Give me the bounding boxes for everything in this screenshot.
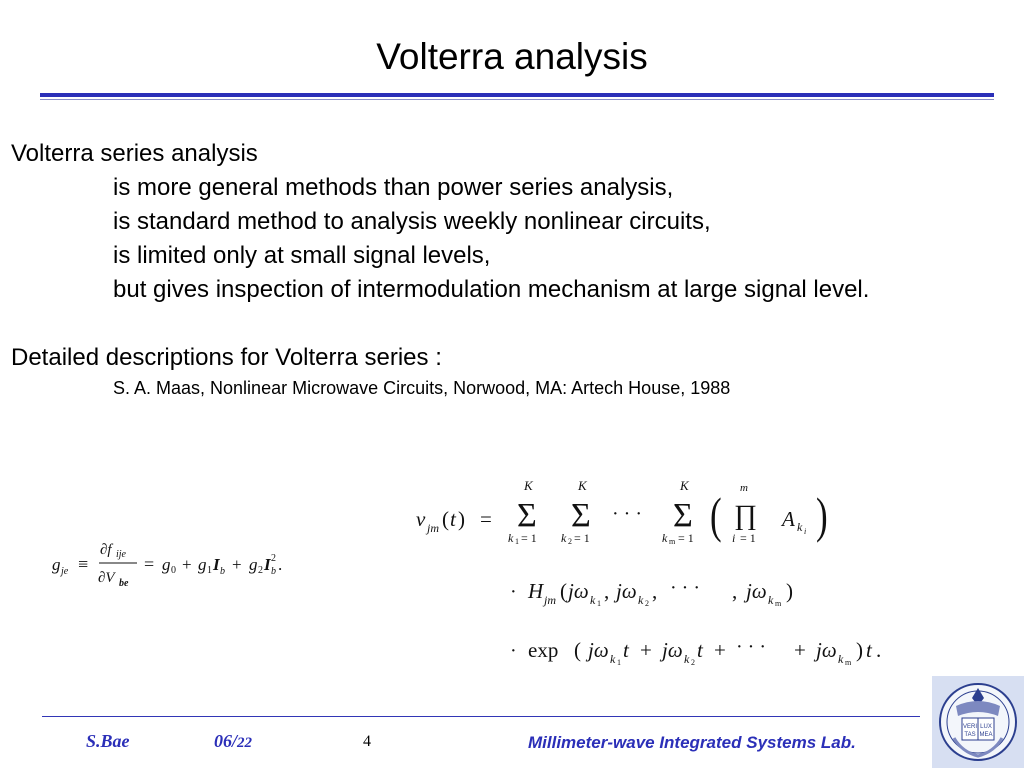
- svg-text:k: k: [797, 520, 803, 534]
- svg-text:∂f: ∂f: [100, 542, 112, 558]
- svg-text:=: =: [144, 554, 155, 574]
- svg-text:k: k: [590, 593, 596, 607]
- svg-text:m: m: [845, 658, 852, 667]
- svg-text:k: k: [768, 593, 774, 607]
- svg-text:· · ·: · · ·: [670, 577, 700, 599]
- footer-date: [214, 731, 252, 752]
- svg-text:+: +: [794, 638, 806, 662]
- svg-text:· · ·: · · ·: [736, 636, 766, 658]
- svg-text:A: A: [782, 507, 795, 531]
- svg-text:MEA: MEA: [979, 732, 993, 738]
- svg-text:jω: jω: [588, 638, 609, 662]
- equation-volterra-output: [414, 474, 914, 679]
- svg-text:m: m: [740, 482, 748, 494]
- svg-text:): ): [458, 507, 465, 531]
- svg-text:Σ: Σ: [673, 497, 693, 534]
- svg-text:g: g: [249, 555, 258, 574]
- svg-text:=: =: [480, 507, 492, 531]
- svg-text:1: 1: [597, 599, 601, 608]
- svg-text:k: k: [610, 652, 616, 666]
- svg-text:exp: exp: [528, 638, 559, 662]
- svg-text:k: k: [684, 652, 690, 666]
- svg-text:jm: jm: [427, 521, 439, 535]
- svg-text:1: 1: [207, 565, 212, 576]
- svg-text:(: (: [574, 638, 581, 662]
- svg-text:): ): [816, 489, 828, 544]
- svg-text:2: 2: [691, 658, 695, 667]
- svg-text:b: b: [220, 566, 225, 577]
- svg-text:,: ,: [652, 579, 658, 603]
- svg-text:k: k: [838, 652, 844, 666]
- svg-text:be: be: [119, 578, 129, 589]
- svg-text:H: H: [528, 579, 544, 603]
- svg-text:+: +: [232, 555, 242, 574]
- bullet-point-3: is limited only at small signal levels,: [113, 242, 491, 269]
- svg-text:jω: jω: [616, 579, 637, 603]
- svg-text:m: m: [669, 537, 676, 546]
- svg-text:2: 2: [568, 537, 572, 546]
- reference-citation: S. A. Maas, Nonlinear Microwave Circuits, Norwood, MA: Artech House, 1988: [113, 378, 731, 398]
- svg-text:jω: jω: [746, 579, 767, 603]
- svg-text:I: I: [264, 555, 271, 574]
- svg-text:k: k: [508, 531, 514, 545]
- svg-text:t: t: [623, 638, 629, 662]
- bullet-point-1: is more general methods than power series analysis,: [113, 174, 674, 201]
- svg-text:Σ: Σ: [517, 497, 537, 534]
- title-rule-thin: [40, 99, 994, 100]
- bullet-point-2: is standard method to analysis weekly nonlinear circuits,: [113, 208, 711, 235]
- svg-text:0: 0: [171, 565, 176, 576]
- svg-text:= 1: = 1: [521, 531, 537, 545]
- svg-text:+: +: [714, 638, 726, 662]
- title-rule-thick: [40, 93, 994, 97]
- svg-text:= 1: = 1: [678, 531, 694, 545]
- svg-text:= 1: = 1: [740, 531, 756, 545]
- svg-text:jm: jm: [544, 593, 556, 607]
- svg-text:je: je: [61, 566, 69, 577]
- svg-text:jω: jω: [568, 579, 589, 603]
- svg-text:2: 2: [258, 565, 263, 576]
- equation-gje: [52, 536, 302, 601]
- svg-text:g: g: [198, 555, 207, 574]
- svg-text:K: K: [578, 478, 587, 493]
- svg-text:I: I: [213, 555, 220, 574]
- section-heading-volterra: Volterra series analysis: [11, 140, 258, 167]
- svg-text:): ): [856, 638, 863, 662]
- svg-text:K: K: [680, 478, 689, 493]
- section-heading-descriptions: Detailed descriptions for Volterra series :: [11, 344, 442, 371]
- footer-author: S.Bae: [86, 731, 130, 751]
- svg-text:.: .: [876, 638, 882, 662]
- page-title: Volterra analysis: [376, 36, 648, 77]
- svg-text:t: t: [450, 507, 456, 531]
- svg-text:k: k: [561, 531, 567, 545]
- svg-text:(: (: [710, 489, 722, 544]
- svg-text:+: +: [182, 555, 192, 574]
- footer-rule: [42, 716, 920, 717]
- svg-text:· · ·: · · ·: [612, 503, 642, 525]
- svg-text:.: .: [278, 555, 283, 574]
- svg-text:i: i: [732, 531, 736, 545]
- svg-text:1: 1: [515, 537, 519, 546]
- svg-text:(: (: [560, 579, 567, 603]
- svg-text:b: b: [271, 566, 276, 577]
- svg-text:TAS: TAS: [964, 732, 976, 738]
- svg-text:i: i: [804, 527, 807, 536]
- page-number: 4: [363, 733, 371, 750]
- svg-text:v: v: [416, 507, 426, 531]
- svg-text:): ): [786, 579, 793, 603]
- svg-text:Σ: Σ: [571, 497, 591, 534]
- svg-text:,: ,: [732, 579, 738, 603]
- bullet-point-4: but gives inspection of intermodulation mechanism at large signal level.: [113, 276, 870, 303]
- svg-text:k: k: [662, 531, 668, 545]
- svg-text:g: g: [52, 555, 61, 574]
- svg-text:= 1: = 1: [574, 531, 590, 545]
- svg-text:k: k: [638, 593, 644, 607]
- svg-text:≡: ≡: [78, 554, 89, 574]
- svg-text:t: t: [866, 638, 872, 662]
- svg-text:m: m: [775, 599, 782, 608]
- university-seal-logo: [932, 676, 1024, 768]
- svg-text:ije: ije: [116, 549, 126, 560]
- svg-text:1: 1: [617, 658, 621, 667]
- footer-date-main: 06/: [214, 731, 238, 751]
- svg-text:·: ·: [510, 581, 517, 603]
- svg-text:∂V: ∂V: [98, 570, 115, 586]
- svg-text:·: ·: [510, 640, 517, 662]
- svg-text:,: ,: [604, 579, 610, 603]
- svg-text:2: 2: [645, 599, 649, 608]
- svg-text:g: g: [162, 555, 171, 574]
- svg-text:jω: jω: [662, 638, 683, 662]
- svg-text:2: 2: [271, 553, 276, 564]
- svg-text:+: +: [640, 638, 652, 662]
- svg-text:K: K: [524, 478, 533, 493]
- svg-text:jω: jω: [816, 638, 837, 662]
- svg-text:VERI: VERI: [962, 724, 978, 730]
- svg-text:t: t: [697, 638, 703, 662]
- svg-text:(: (: [442, 507, 449, 531]
- footer-lab-name: Millimeter-wave Integrated Systems Lab.: [528, 733, 856, 752]
- svg-text:∏: ∏: [734, 500, 758, 531]
- footer-date-small: 22: [237, 735, 253, 751]
- svg-text:LUX: LUX: [980, 724, 992, 730]
